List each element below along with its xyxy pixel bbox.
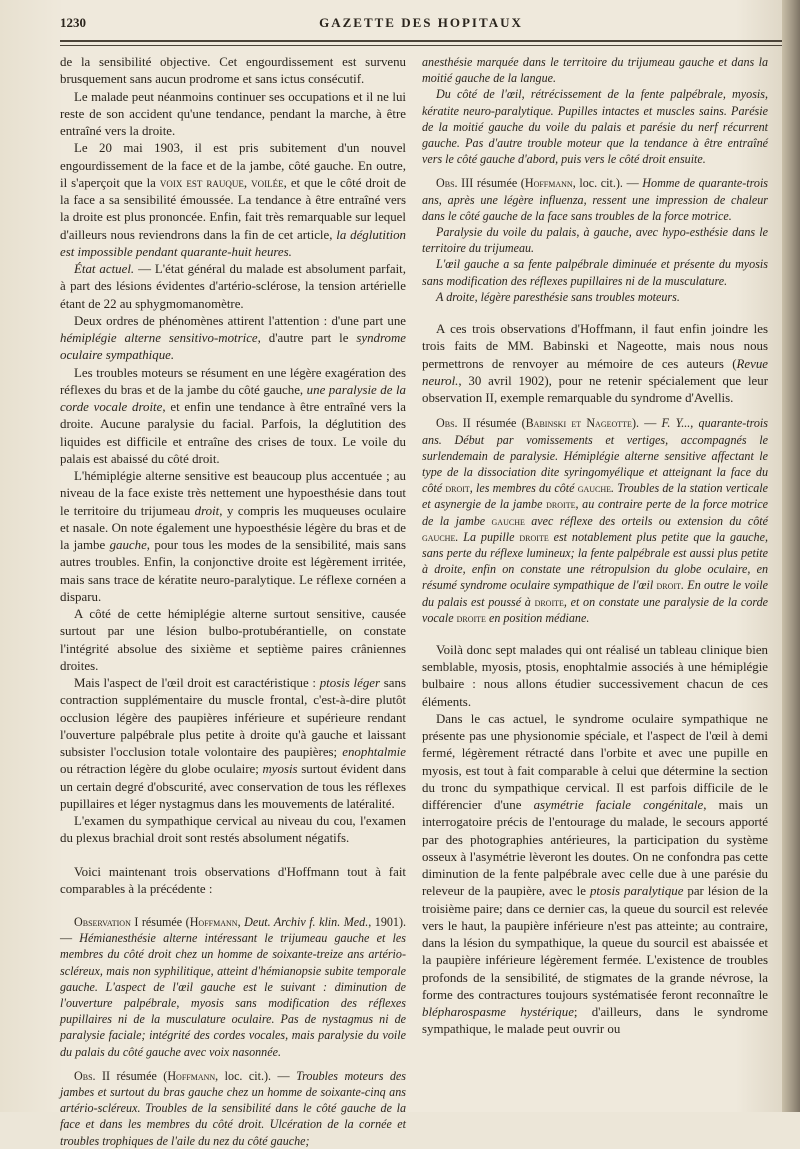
paragraph: Le 20 mai 1903, il est pris subitement d'un nouvel engourdissement de la face et de la jambe, côté gauche. En outre, il s'aperçoit que la voix est rauque, voilée, et que le côté droit de la face a sa sensibilité émoussée. La tendance à être entraîné vers la droite est plus prononcée. Enfin, fait très remarquable sur lequel d'ailleurs nous reviendrons dans la fin de cet article, la déglutition est impossible pendant quarante-huit heures. xyxy=(60,141,406,259)
header-rule-thick xyxy=(60,40,782,42)
observation-babinski-nageotte: Obs. II résumée (Babinski et Nageotte). — F. Y..., quarante-trois ans. Début par vomissements et vertiges, accompagnés le surlendemain de paralysie. Hémiplégie alterne sensitive affectant le type de la dissociation dite syringomyélique et atteignant la face du côté droit, les membres du côté gauche. Troubles de la station verticale et asynergie de la jambe droite, au contraire perte de la force motrice de la jambe gauche avec réflexe des orteils ou extension du côté gauche. La pupille droite est notablement plus petite que la gauche, sans perte du réflexe lumineux; la fente palpébrale est aussi plus petite à droite, enfin on constate une rétropulsion du globe oculaire, en résumé syndrome oculaire sympathique de l'œil droit. En outre le voile du palais est poussé à droite, et on constate une paralysie de la corde vocale droite en position médiane. xyxy=(422,416,769,625)
observation-2-continued: anesthésie marquée dans le territoire du trijumeau gauche et dans la moitié gauche de la langue. Du côté de l'œil, rétrécissement de la fente palpébrale, myosis, kératite neuro-paralytique. Pupilles intactes et muscles sains. Parésie de la moitié gauche du voile du palais et parésie du nerf récurrent gauche. Pas d'autre trouble moteur que la tendance à être entraîné vers le côté gauche d'abord, puis vers le côté droit ensuite. Obs. III résumée (Hoffmann, loc. cit.). — Homme de quarante-trois ans, après une légère influenza, ressent une impression de chaleur dans le côté gauche de la face sans troubles de la force motrice. Paralysie du voile du palais, à gauche, avec hypo-esthésie dans le territoire du trijumeau. L'œil gauche a sa fente palpébrale diminuée et présente du myosis sans modification des réflexes pupillaires ni de la musculature. A droite, légère paresthésie sans troubles moteurs. xyxy=(422,55,769,304)
page-number: 1230 xyxy=(60,15,86,30)
paragraph: Deux ordres de phénomènes attirent l'attention : d'une part une hémiplégie alterne sensitivo-motrice, d'autre part le syndrome oculaire sympathique. xyxy=(60,313,406,363)
left-column xyxy=(60,54,406,1149)
paragraph: Mais l'aspect de l'œil droit est caractéristique : ptosis léger sans contraction supplémentaire du muscle frontal, c'est-à-dire plutôt occlusion légère des paupières inférieure et supérieure rendant l'ouverture palpébrale plus petite à droite qu'à gauche et laissant subsister l'occlusion totale volontaire des paupières; enophtalmie ou rétraction légère du globe oculaire; myosis surtout évident dans un certain degré d'obscurité, avec conservation de tous les réflexes pupillaires et léger nystagmus dans les mouvements de latéralité. xyxy=(60,676,407,811)
right-column xyxy=(422,54,768,1039)
paragraph: État actuel. — L'état général du malade est absolument parfait, à part des lésions évidentes d'artério-sclérose, la tension artérielle étant de 22 au sphygmomanomètre. xyxy=(60,262,406,311)
paragraph: A ces trois observations d'Hoffmann, il faut enfin joindre les trois faits de MM. Babinski et Nageotte, mais nous nous permettrons de renvoyer au mémoire de ces auteurs (Revue neurol., 30 avril 1902), pour ne retenir spécialement que leur observation II, exemple remarquable du syndrome d'Avellis. xyxy=(422,322,768,406)
page-header xyxy=(60,10,782,32)
paragraph: Dans le cas actuel, le syndrome oculaire sympathique ne présente pas une physionomie spéciale, et l'aspect de l'œil à demi fermé, légèrement rétracté dans l'orbite et avec une pupille en myosis, est tout à fait comparable à celui que détermine la section du tronc du sympathique cervical. Il est parfois difficile de le différencier d'une asymétrie faciale congénitale, mais un interrogatoire précis de l'entourage du malade, le secours apporté par des photographies antérieures, la participation du système osseux à l'asymétrie lèveront les doutes. On ne confondra pas cette diminution de la fente palpébrale avec celle due à une parésie du releveur de la paupière, avec le ptosis paralytique par lésion de la troisième paire; dans ce dernier cas, la queue du sourcil est relevée vers le haut, la paupière inférieure n'est pas atteinte; au contraire, dans la lésion du sympathique, la queue du sourcil est abaissée et la paupière inférieure légèrement fermée. L'existence de troubles profonds de la sensibilité, de stigmates de la grande névrose, la forme des contractures toujours systématisée feront reconnaître le blépharospasme hystérique; d'ailleurs, dans le syndrome sympathique, le malade peut ouvrir ou xyxy=(422,711,769,1037)
paragraph: de la sensibilité objective. Cet engourdissement est survenu brusquement sans aucun prodrome et sans ictus consécutif. xyxy=(60,55,406,87)
observation-3: Obs. III résumée (Hoffmann, loc. cit.). — Homme de quarante-trois ans, après une légère influenza, ressent une impression de chaleur dans le côté gauche de la face sans troubles de la force motrice. xyxy=(422,176,769,223)
paragraph: Voilà donc sept malades qui ont réalisé un tableau clinique bien semblable, myosis, ptosis, enophtalmie associés à une hémiplégie bulbaire : nous allons étudier successivement chacun de ces éléments. xyxy=(422,642,768,709)
paragraph: Voici maintenant trois observations d'Hoffmann tout à fait comparables à la précédente : xyxy=(60,864,406,896)
paragraph: Les troubles moteurs se résument en une légère exagération des réflexes du bras et de la jambe du côté gauche, une paralysie de la corde vocale droite, et enfin une tendance à être entraîné vers la droite. Aucune paralysie du facial. Parfois, la déglutition des liquides est difficile et entraîne des crises de toux. Le voile du palais est abaissé du côté droit. xyxy=(60,365,406,466)
paragraph: A côté de cette hémiplégie alterne surtout sensitive, causée surtout par une lésion bulbo-protubérantielle, on constate l'intégrité absolue des sixième et septième paires crâniennes droites. xyxy=(60,607,406,673)
running-title: GAZETTE DES HOPITAUX xyxy=(319,15,523,30)
paragraph: L'hémiplégie alterne sensitive est beaucoup plus accentuée ; au niveau de la face existe très nettement une hypoesthésie dans tout le territoire du trijumeau droit, y compris les muqueuses oculaire et nasale. On note également une hypoesthésie légère du bras et de la jambe gauche, pour tous les modes de la sensibilité, mais sans autres troubles. Enfin, la conjonctive droite est légèrement irritée, mais sans trace de kératite neuro-paralytique. Le réflexe cornéen a disparu. xyxy=(60,469,406,604)
header-rule-thin xyxy=(60,45,782,46)
observation-2: Obs. II résumée (Hoffmann, loc. cit.). — Troubles moteurs des jambes et surtout du bras gauche chez un homme de soixante-cinq ans artério-scléreux. Troubles de la sensibilité dans le côté gauche de la face et dans les membres du côté droit. Ulcération de la cornée et troubles trophiques de l'aile du nez du côté gauche; xyxy=(60,1068,406,1148)
observation-1: Observation I résumée (Hoffmann, Deut. Archiv f. klin. Med., 1901). — Hémianesthésie alterne intéressant le trijumeau gauche et les membres du côté droit chez un homme de soixante-treize ans artério-scléreux, mais non syphilitique, atteint d'hémianopsie subite temporale gauche. L'aspect de l'œil gauche est le suivant : diminution de l'ouverture palpébrale, myosis sans modification des réflexes pupillaires ni de la musculature oculaire. Pas de nystagmus ni de paralysie faciale; intégrité des cordes vocales, mais paralysie du voile du palais du côté gauche avec voix nasonnée. Obs. II résumée (Hoffmann, loc. cit.). — Troubles moteurs des jambes et surtout du bras gauche chez un homme de soixante-cinq ans artério-scléreux. Troubles de la sensibilité dans le côté gauche de la face et dans les membres du côté droit. Ulcération de la cornée et troubles trophiques de l'aile du nez du côté gauche; xyxy=(60,915,407,1148)
paragraph: L'examen du sympathique cervical au niveau du cou, l'examen du plexus brachial droit sont restés absolument négatifs. xyxy=(60,814,406,846)
paragraph: Le malade peut néanmoins continuer ses occupations et il ne lui reste de son accident qu'une tendance, pendant la marche, à être entraîné vers la droite. xyxy=(60,89,406,138)
page-edge xyxy=(782,0,800,1112)
